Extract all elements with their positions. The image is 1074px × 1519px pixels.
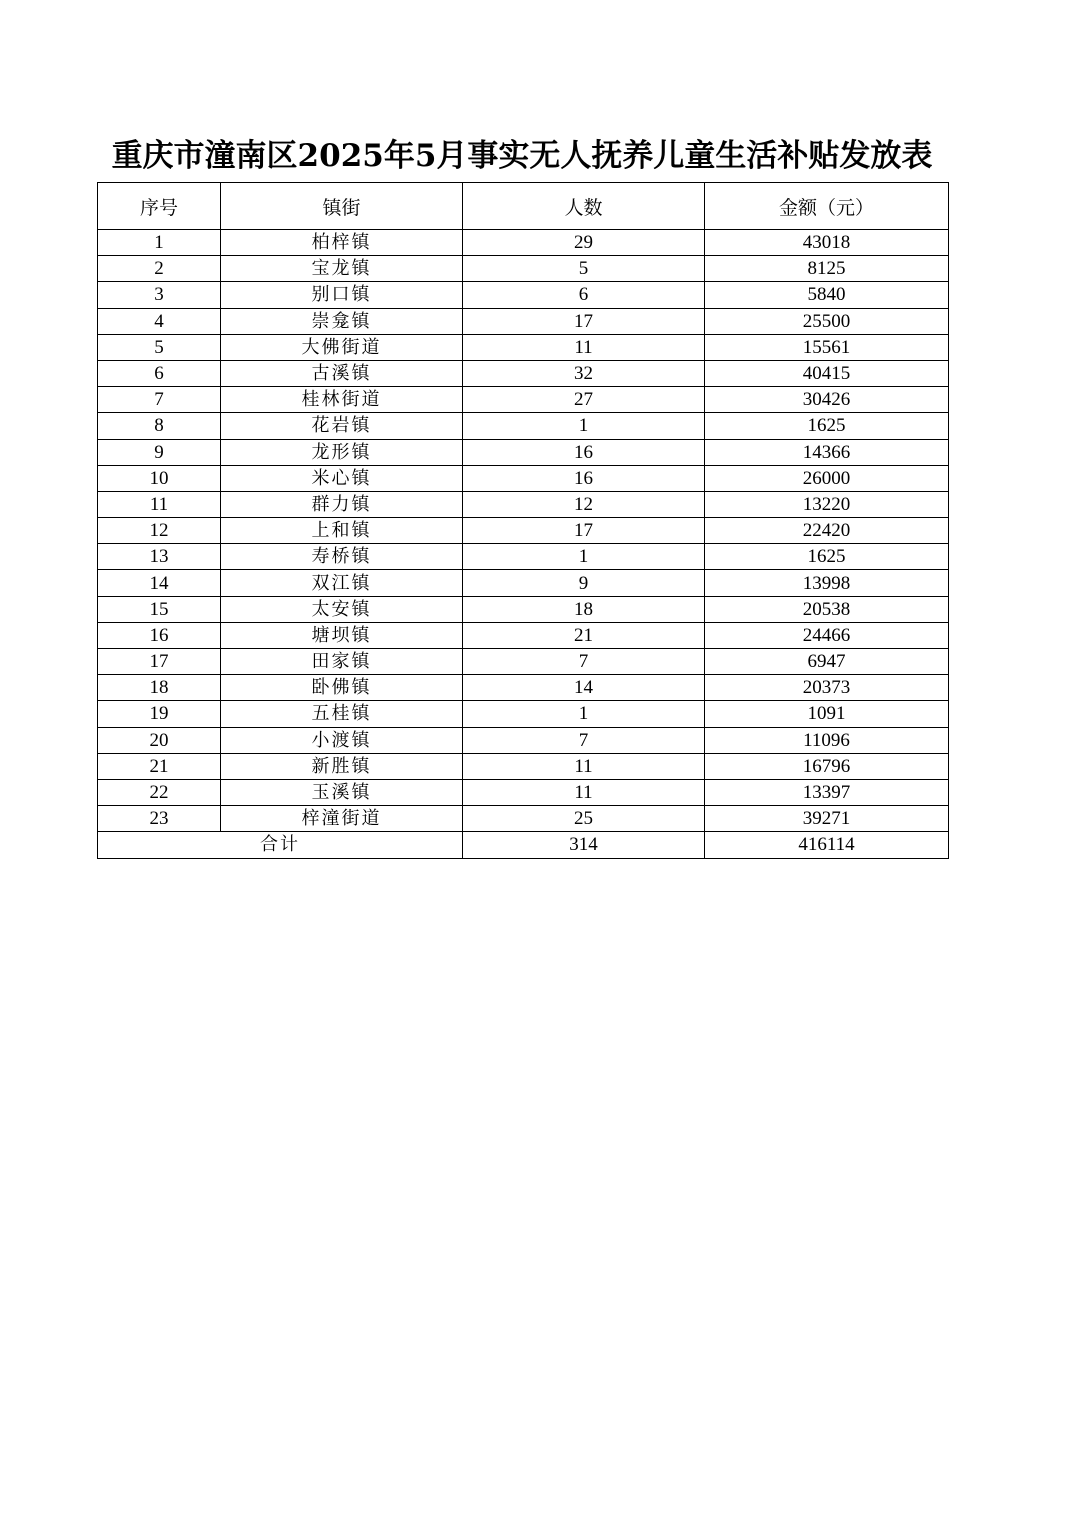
total-label: 合计 — [98, 832, 463, 858]
cell-town: 桂林街道 — [221, 387, 463, 413]
cell-town: 田家镇 — [221, 649, 463, 675]
table-row — [98, 465, 949, 491]
table-body — [98, 230, 949, 832]
cell-amount: 30426 — [705, 387, 949, 413]
table-row — [98, 360, 949, 386]
cell-count: 16 — [463, 465, 705, 491]
cell-index: 3 — [98, 282, 221, 308]
cell-amount: 26000 — [705, 465, 949, 491]
cell-town: 塘坝镇 — [221, 622, 463, 648]
cell-index: 5 — [98, 334, 221, 360]
table-row — [98, 518, 949, 544]
cell-town: 群力镇 — [221, 491, 463, 517]
cell-index: 11 — [98, 491, 221, 517]
cell-amount: 1625 — [705, 544, 949, 570]
cell-count: 11 — [463, 753, 705, 779]
cell-count: 17 — [463, 308, 705, 334]
header-count: 人数 — [463, 183, 705, 230]
table-row — [98, 727, 949, 753]
cell-amount: 22420 — [705, 518, 949, 544]
cell-town: 双江镇 — [221, 570, 463, 596]
cell-count: 6 — [463, 282, 705, 308]
cell-index: 22 — [98, 779, 221, 805]
cell-index: 17 — [98, 649, 221, 675]
table-row — [98, 387, 949, 413]
cell-index: 14 — [98, 570, 221, 596]
header-town: 镇街 — [221, 183, 463, 230]
cell-town: 龙形镇 — [221, 439, 463, 465]
cell-count: 5 — [463, 256, 705, 282]
table-row — [98, 334, 949, 360]
table-row — [98, 701, 949, 727]
cell-town: 小渡镇 — [221, 727, 463, 753]
cell-town: 柏梓镇 — [221, 230, 463, 256]
cell-amount: 16796 — [705, 753, 949, 779]
cell-amount: 6947 — [705, 649, 949, 675]
cell-amount: 20373 — [705, 675, 949, 701]
cell-count: 21 — [463, 622, 705, 648]
cell-count: 32 — [463, 360, 705, 386]
cell-town: 上和镇 — [221, 518, 463, 544]
table-row — [98, 675, 949, 701]
cell-town: 五桂镇 — [221, 701, 463, 727]
cell-amount: 20538 — [705, 596, 949, 622]
cell-count: 29 — [463, 230, 705, 256]
cell-index: 8 — [98, 413, 221, 439]
total-count: 314 — [463, 832, 705, 858]
cell-town: 米心镇 — [221, 465, 463, 491]
cell-town: 玉溪镇 — [221, 779, 463, 805]
cell-count: 11 — [463, 334, 705, 360]
table-row — [98, 649, 949, 675]
cell-index: 9 — [98, 439, 221, 465]
cell-town: 宝龙镇 — [221, 256, 463, 282]
cell-count: 9 — [463, 570, 705, 596]
table-row — [98, 308, 949, 334]
cell-index: 7 — [98, 387, 221, 413]
cell-amount: 15561 — [705, 334, 949, 360]
cell-town: 古溪镇 — [221, 360, 463, 386]
cell-town: 花岩镇 — [221, 413, 463, 439]
cell-index: 13 — [98, 544, 221, 570]
cell-index: 6 — [98, 360, 221, 386]
cell-count: 1 — [463, 701, 705, 727]
cell-count: 16 — [463, 439, 705, 465]
cell-amount: 8125 — [705, 256, 949, 282]
table-row — [98, 413, 949, 439]
cell-amount: 13220 — [705, 491, 949, 517]
table-row — [98, 622, 949, 648]
cell-index: 1 — [98, 230, 221, 256]
cell-index: 18 — [98, 675, 221, 701]
cell-town: 寿桥镇 — [221, 544, 463, 570]
cell-town: 崇龛镇 — [221, 308, 463, 334]
cell-count: 12 — [463, 491, 705, 517]
cell-amount: 39271 — [705, 806, 949, 832]
header-row — [98, 183, 949, 230]
cell-amount: 1625 — [705, 413, 949, 439]
cell-amount: 5840 — [705, 282, 949, 308]
table-row — [98, 230, 949, 256]
cell-amount: 43018 — [705, 230, 949, 256]
cell-amount: 24466 — [705, 622, 949, 648]
table-row — [98, 439, 949, 465]
cell-index: 23 — [98, 806, 221, 832]
cell-town: 别口镇 — [221, 282, 463, 308]
cell-index: 15 — [98, 596, 221, 622]
total-amount: 416114 — [705, 832, 949, 858]
header-index: 序号 — [98, 183, 221, 230]
table-row — [98, 256, 949, 282]
table-row — [98, 806, 949, 832]
table-row — [98, 753, 949, 779]
cell-index: 20 — [98, 727, 221, 753]
cell-town: 太安镇 — [221, 596, 463, 622]
cell-index: 21 — [98, 753, 221, 779]
cell-town: 梓潼街道 — [221, 806, 463, 832]
cell-index: 19 — [98, 701, 221, 727]
table-row — [98, 491, 949, 517]
cell-count: 7 — [463, 649, 705, 675]
cell-count: 27 — [463, 387, 705, 413]
cell-amount: 13397 — [705, 779, 949, 805]
table-row — [98, 779, 949, 805]
cell-index: 10 — [98, 465, 221, 491]
subsidy-table — [97, 182, 949, 859]
cell-amount: 40415 — [705, 360, 949, 386]
cell-count: 18 — [463, 596, 705, 622]
table-row — [98, 544, 949, 570]
cell-count: 14 — [463, 675, 705, 701]
cell-amount: 11096 — [705, 727, 949, 753]
cell-count: 17 — [463, 518, 705, 544]
header-amount: 金额（元） — [705, 183, 949, 230]
cell-amount: 13998 — [705, 570, 949, 596]
cell-town: 大佛街道 — [221, 334, 463, 360]
cell-index: 16 — [98, 622, 221, 648]
table-row — [98, 570, 949, 596]
cell-index: 2 — [98, 256, 221, 282]
cell-amount: 14366 — [705, 439, 949, 465]
cell-count: 11 — [463, 779, 705, 805]
cell-count: 7 — [463, 727, 705, 753]
cell-amount: 1091 — [705, 701, 949, 727]
table-row — [98, 596, 949, 622]
table-header — [98, 183, 949, 230]
cell-index: 4 — [98, 308, 221, 334]
cell-count: 1 — [463, 544, 705, 570]
cell-town: 新胜镇 — [221, 753, 463, 779]
cell-index: 12 — [98, 518, 221, 544]
document-title: 重庆市潼南区2025年5月事实无人抚养儿童生活补贴发放表 — [111, 138, 933, 174]
table-row — [98, 282, 949, 308]
total-row — [98, 832, 949, 858]
cell-amount: 25500 — [705, 308, 949, 334]
table-footer — [98, 832, 949, 858]
cell-town: 卧佛镇 — [221, 675, 463, 701]
cell-count: 1 — [463, 413, 705, 439]
cell-count: 25 — [463, 806, 705, 832]
